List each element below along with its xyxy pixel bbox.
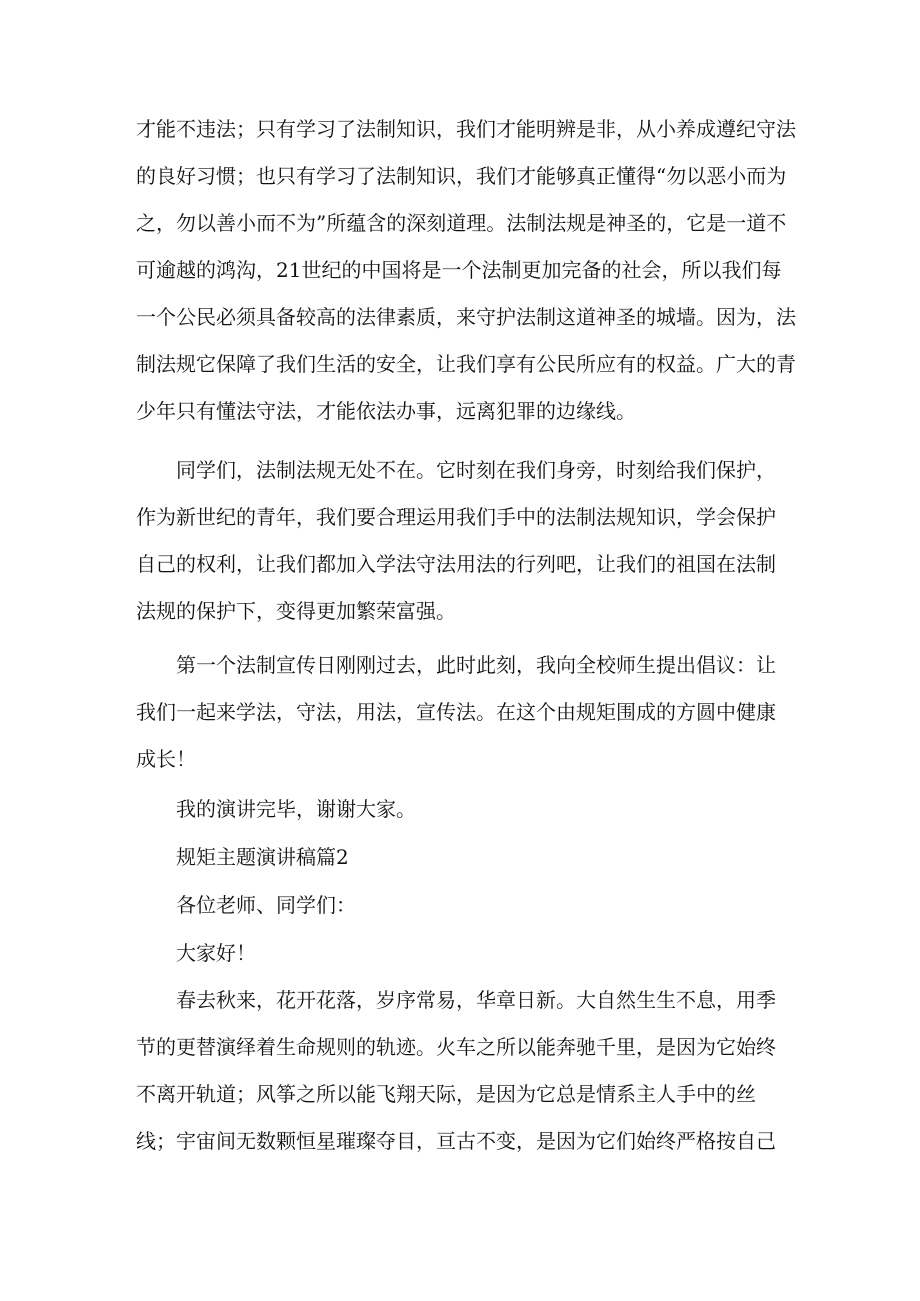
greeting — [136, 940, 796, 970]
section-heading — [136, 844, 796, 874]
text-line: 线；宇宙间无数颗恒星璀璨夺目，亘古不变，是因为它们始终严格按自己 — [136, 1129, 776, 1153]
text-line: 不离开轨道；风筝之所以能飞翔天际，是因为它总是情系主人手中的丝 — [136, 1082, 756, 1106]
text-line: 一个公民必须具备较高的法律素质，来守护法制这道神圣的城墙。因为，法 — [136, 305, 796, 329]
text-line: 之，勿以善小而不为”所蕴含的深刻道理。法制法规是神圣的，它是一道不 — [136, 211, 787, 235]
paragraph-2 — [136, 457, 796, 647]
text-line: 制法规它保障了我们生活的安全，让我们享有公民所应有的权益。广大的青 — [136, 352, 796, 376]
text-line: 春去秋来，花开花落，岁序常易，华章日新。大自然生生不息，用季 — [176, 988, 776, 1012]
salutation — [136, 892, 796, 922]
text-line: 我们一起来学法，守法，用法，宣传法。在这个由规矩围成的方圆中健康 — [136, 700, 776, 724]
text-line: 我的演讲完毕，谢谢大家。 — [176, 797, 416, 821]
text-line: 自己的权利，让我们都加入学法守法用法的行列吧，让我们的祖国在法制 — [136, 552, 776, 576]
text-line: 的良好习惯；也只有学习了法制知识，我们才能够真正懂得“勿以恶小而为 — [136, 164, 787, 188]
paragraph-1 — [136, 116, 796, 446]
text-line: 法规的保护下，变得更加繁荣富强。 — [136, 599, 456, 623]
text-line: 可逾越的鸿沟，21世纪的中国将是一个法制更加完备的社会，所以我们每 — [136, 258, 782, 282]
text-line: 才能不违法；只有学习了法制知识，我们才能明辨是非，从小养成遵纪守法 — [136, 117, 796, 141]
paragraph-3 — [136, 652, 796, 792]
paragraph-4 — [136, 987, 796, 1177]
text-line: 作为新世纪的青年，我们要合理运用我们手中的法制法规知识，学会保护 — [136, 505, 776, 529]
text-line: 同学们，法制法规无处不在。它时刻在我们身旁，时刻给我们保护， — [176, 458, 776, 482]
heading-text: 规矩主题演讲稿篇2 — [176, 845, 349, 869]
speech-closing — [136, 796, 796, 826]
text-line: 大家好！ — [176, 941, 256, 965]
text-line: 第一个法制宣传日刚刚过去，此时此刻，我向全校师生提出倡议：让 — [176, 653, 776, 677]
text-line: 成长！ — [136, 747, 196, 771]
text-line: 节的更替演绎着生命规则的轨迹。火车之所以能奔驰千里，是因为它始终 — [136, 1035, 776, 1059]
text-line: 少年只有懂法守法，才能依法办事，远离犯罪的边缘线。 — [136, 399, 636, 423]
text-line: 各位老师、同学们： — [176, 893, 356, 917]
